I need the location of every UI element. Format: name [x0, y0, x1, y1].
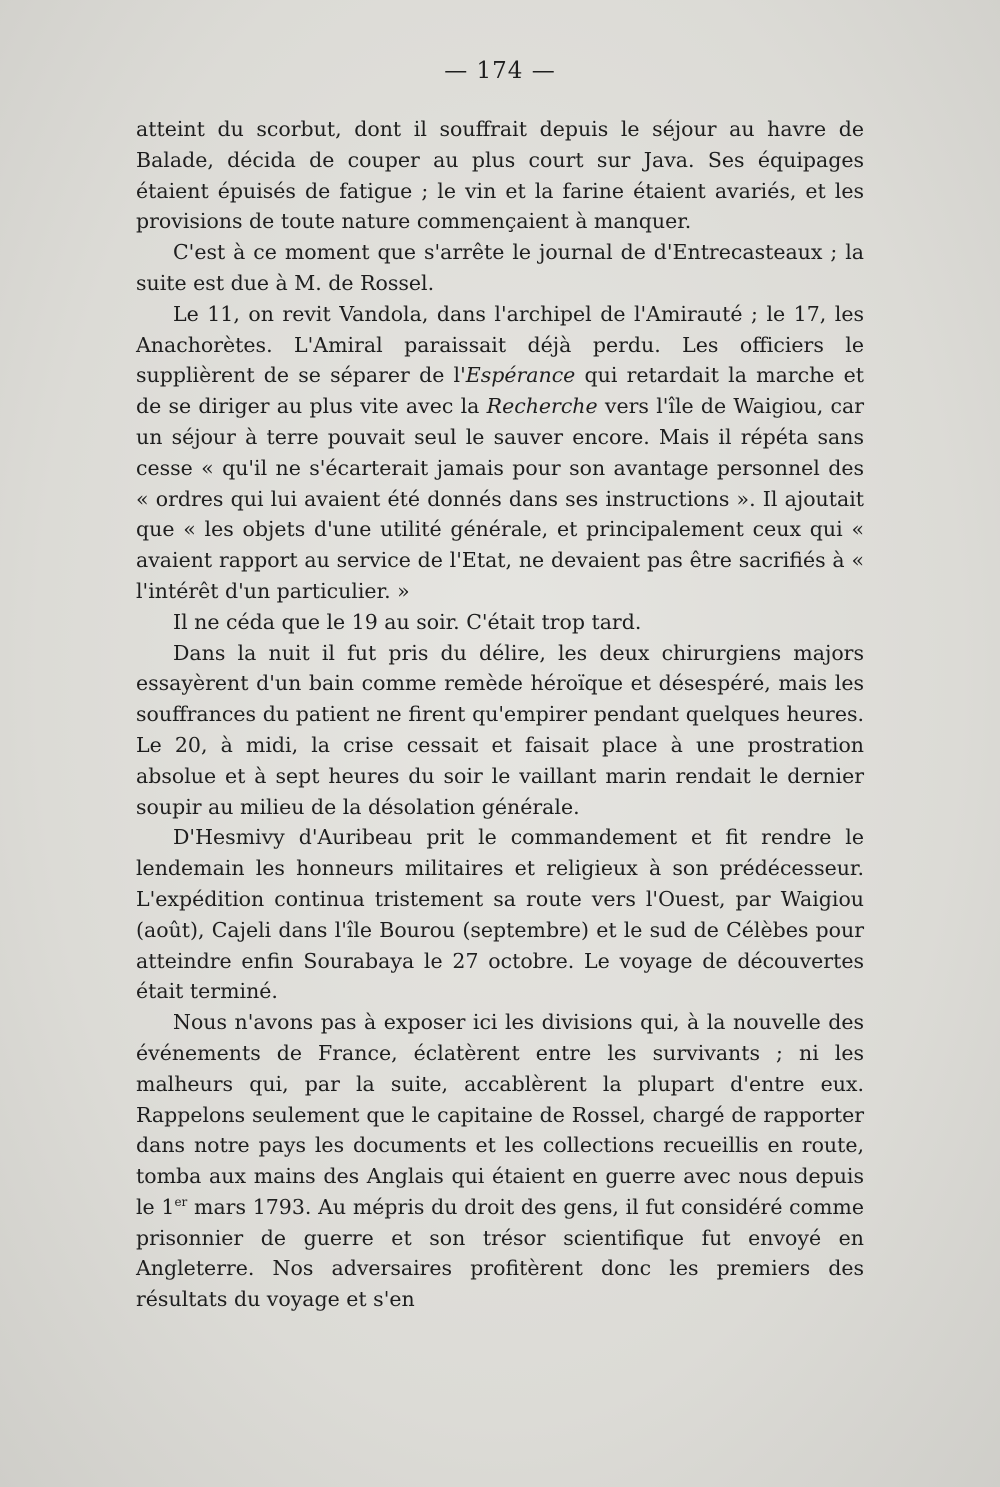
- paragraph-4: Il ne céda que le 19 au soir. C'était trop tard.: [173, 609, 642, 634]
- body-text: [136, 114, 864, 1315]
- ordinal-suffix: er: [174, 1194, 188, 1209]
- paragraph-3-text-b: qui retardait la marche et de se diriger au plus vite avec la: [136, 363, 865, 419]
- paragraph-7-text-b: mars 1793. Au mépris du droit des gens, il fut considéré comme prisonnier de guerre et son trésor scientifique fut envoyé en Angleterre. Nos adversaires profitèrent donc les premiers des résultats du voyage et s'en: [136, 1194, 865, 1312]
- paragraph-5: Dans la nuit il fut pris du délire, les deux chirurgiens majors essayèrent d'un bain comme remède héroïque et désespéré, mais les souffrances du patient ne firent qu'empirer pendant quelques heures. Le 20, à midi, la crise cessait et faisait place à une prostration absolue et à sept heures du soir le vaillant marin rendait le dernier soupir au milieu de la désolation générale.: [136, 640, 864, 819]
- paragraph-1: atteint du scorbut, dont il souffrait depuis le séjour au havre de Balade, décida de couper au plus court sur Java. Ses équipages étaient épuisés de fatigue ; le vin et la farine étaient avariés, et les provisions de toute nature commençaient à manquer.: [136, 117, 864, 234]
- ship-name-esperance: Espérance: [465, 363, 576, 388]
- paragraph-2: C'est à ce moment que s'arrête le journal de d'Entrecasteaux ; la suite est due à M. de Rossel.: [136, 240, 864, 295]
- page-number: — 174 —: [444, 58, 556, 84]
- ship-name-recherche: Recherche: [486, 394, 598, 419]
- paragraph-3-text-c: vers l'île de Waigiou, car un séjour à terre pouvait seul le sauver encore. Mais il répéta sans cesse « qu'il ne s'écarterait jamais pour son avantage personnel des « ordres qui lui avaient été donnés dans ses instructions ». Il ajoutait que « les objets d'une utilité générale, et principalement ceux qui « avaient rapport au service de l'Etat, ne devaient pas être sacrifiés à « l'intérêt d'un particulier. »: [136, 394, 864, 603]
- paragraph-7: [136, 1007, 864, 1315]
- paragraph-3-text-a: Le 11, on revit Vandola, dans l'archipel de l'Amirauté ; le 17, les Anachorètes. L'Amiral paraissait déjà perdu. Les officiers le supplièrent de se séparer de l': [136, 301, 864, 388]
- paragraph-3: [136, 299, 864, 607]
- paragraph-7-text-a: Nous n'avons pas à exposer ici les divisions qui, à la nouvelle des événements de France, éclatèrent entre les survivants ; ni les malheurs qui, par la suite, accablèrent la plupart d'entre eux. Rappelons seulement que le capitaine de Rossel, chargé de rapporter dans notre pays les documents et les collections recueillis en route, tomba aux mains des Anglais qui étaient en guerre avec nous depuis le 1: [136, 1010, 864, 1219]
- paragraph-6: D'Hesmivy d'Auribeau prit le commandement et fit rendre le lendemain les honneurs militaires et religieux à son prédécesseur. L'expédition continua tristement sa route vers l'Ouest, par Waigiou (août), Cajeli dans l'île Bourou (septembre) et le sud de Célèbes pour atteindre enfin Sourabaya le 27 octobre. Le voyage de découvertes était terminé.: [136, 825, 864, 1004]
